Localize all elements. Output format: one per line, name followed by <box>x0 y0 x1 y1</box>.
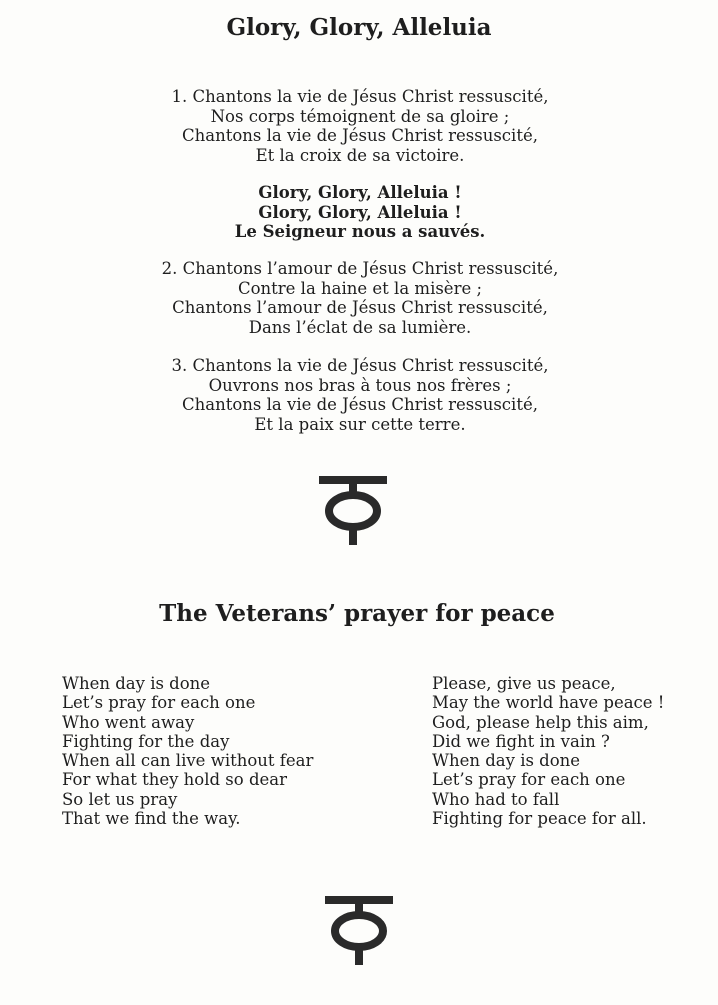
line: Fighting for peace for all. <box>432 809 647 829</box>
prayer-title: The Veterans’ prayer for peace <box>159 600 555 627</box>
line: Le Seigneur nous a sauvés. <box>234 222 486 241</box>
line: Et la croix de sa victoire. <box>255 145 465 165</box>
line: Et la paix sur cette terre. <box>254 414 466 434</box>
line: God, please help this aim, <box>432 712 649 732</box>
line: Fighting for the day <box>62 731 230 751</box>
line: Who went away <box>62 712 195 732</box>
line: Glory, Glory, Alleluia ! <box>258 183 462 202</box>
line: Ouvrons nos bras à tous nos frères ; <box>208 375 512 395</box>
line: 1. Chantons la vie de Jésus Christ ressuscité, <box>171 87 549 106</box>
line: Chantons la vie de Jésus Christ ressuscité, <box>182 395 538 414</box>
line: Dans l’éclat de sa lumière. <box>248 317 472 337</box>
line: For what they hold so dear <box>62 770 288 790</box>
line: Contre la haine et la misère ; <box>237 278 483 298</box>
line: Chantons l’amour de Jésus Christ ressuscité, <box>172 298 548 317</box>
chorus <box>120 183 600 242</box>
line: Did we fight in vain ? <box>432 731 610 751</box>
line: When day is done <box>62 674 211 693</box>
song-title: Glory, Glory, Alleluia <box>226 14 492 41</box>
line: Who had to fall <box>432 789 560 809</box>
line: When all can live without fear <box>62 751 314 771</box>
line: Glory, Glory, Alleluia ! <box>258 202 462 222</box>
toc-h-emblem-icon <box>318 473 388 547</box>
line: When day is done <box>432 751 581 771</box>
toc-h-emblem-icon <box>324 893 394 967</box>
line: Chantons la vie de Jésus Christ ressuscité, <box>182 126 538 145</box>
verse-1 <box>120 87 600 165</box>
verse-3 <box>120 356 600 434</box>
line: Let’s pray for each one <box>432 770 626 790</box>
line: 3. Chantons la vie de Jésus Christ ressuscité, <box>171 356 549 375</box>
verse-2 <box>120 259 600 337</box>
line: Let’s pray for each one <box>62 693 256 713</box>
prayer-right-column <box>432 674 664 828</box>
line: Nos corps témoignent de sa gloire ; <box>210 106 510 126</box>
line: Please, give us peace, <box>432 674 616 693</box>
line: 2. Chantons l’amour de Jésus Christ ressuscité, <box>161 259 559 278</box>
prayer-left-column <box>62 674 313 828</box>
line: May the world have peace ! <box>432 693 665 713</box>
line: So let us pray <box>62 789 178 809</box>
line: That we find the way. <box>62 809 241 829</box>
